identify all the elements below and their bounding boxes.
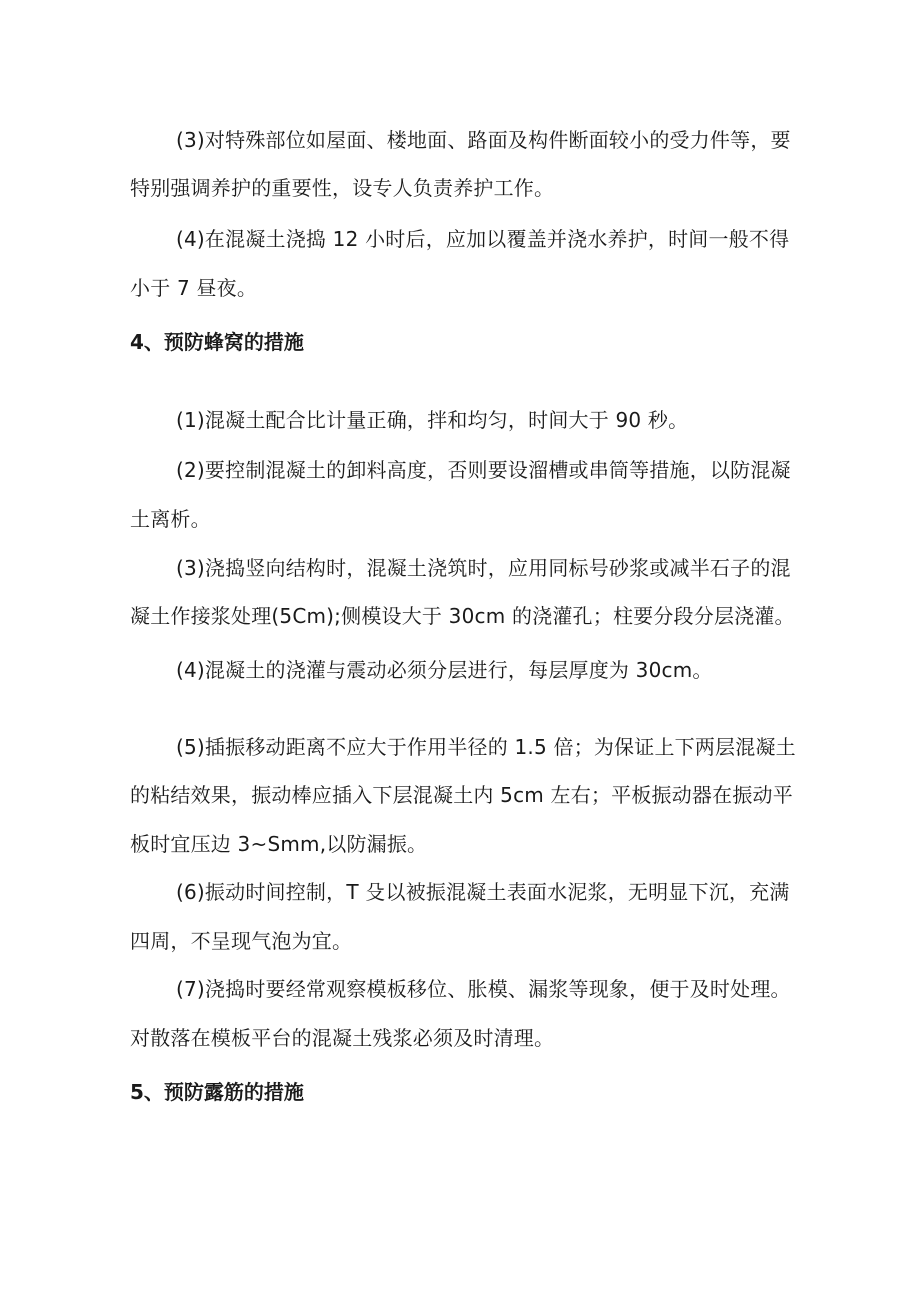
section-heading-4: 4、预防蜂窝的措施 [130, 330, 304, 354]
paragraph-6-line-1: (6)振动时间控制，T 殳以被振混凝土表面水泥浆，无明显下沉，充满 [176, 880, 790, 904]
paragraph-4a-line-2: 小于 7 昼夜。 [130, 276, 258, 300]
paragraph-7-line-2: 对散落在模板平台的混凝土残浆必须及时清理。 [130, 1026, 555, 1050]
paragraph-3b-line-2: 凝土作接浆处理(5Cm);侧模设大于 30cm 的浇灌孔；柱要分段分层浇灌。 [130, 604, 795, 628]
paragraph-1-line-1: (1)混凝土配合比计量正确，拌和均匀，时间大于 90 秒。 [176, 408, 689, 432]
paragraph-5-line-2: 的粘结效果，振动棒应插入下层混凝土内 5cm 左右；平板振动器在振动平 [130, 783, 793, 807]
paragraph-3a-line-1: (3)对特殊部位如屋面、楼地面、路面及构件断面较小的受力件等，要 [176, 128, 791, 152]
paragraph-4a-line-1: (4)在混凝土浇捣 12 小时后，应加以覆盖并浇水养护，时间一般不得 [176, 227, 790, 251]
paragraph-5-line-3: 板时宜压边 3~Smm,以防漏振。 [130, 832, 428, 856]
section-heading-5: 5、预防露筋的措施 [130, 1080, 304, 1104]
paragraph-2-line-2: 土离析。 [130, 507, 211, 531]
paragraph-3b-line-1: (3)浇捣竖向结构时，混凝土浇筑时，应用同标号砂浆或减半石子的混 [176, 556, 791, 580]
paragraph-5-line-1: (5)插振移动距离不应大于作用半径的 1.5 倍；为保证上下两层混凝土 [176, 735, 796, 759]
paragraph-3a-line-2: 特别强调养护的重要性，设专人负责养护工作。 [130, 176, 555, 200]
paragraph-4b-line-1: (4)混凝土的浇灌与震动必须分层进行，每层厚度为 30cm。 [176, 658, 713, 682]
paragraph-2-line-1: (2)要控制混凝土的卸料高度，否则要设溜槽或串筒等措施，以防混凝 [176, 458, 791, 482]
paragraph-7-line-1: (7)浇捣时要经常观察模板移位、胀模、漏浆等现象，便于及时处理。 [176, 977, 791, 1001]
paragraph-6-line-2: 四周，不呈现气泡为宜。 [130, 929, 353, 953]
